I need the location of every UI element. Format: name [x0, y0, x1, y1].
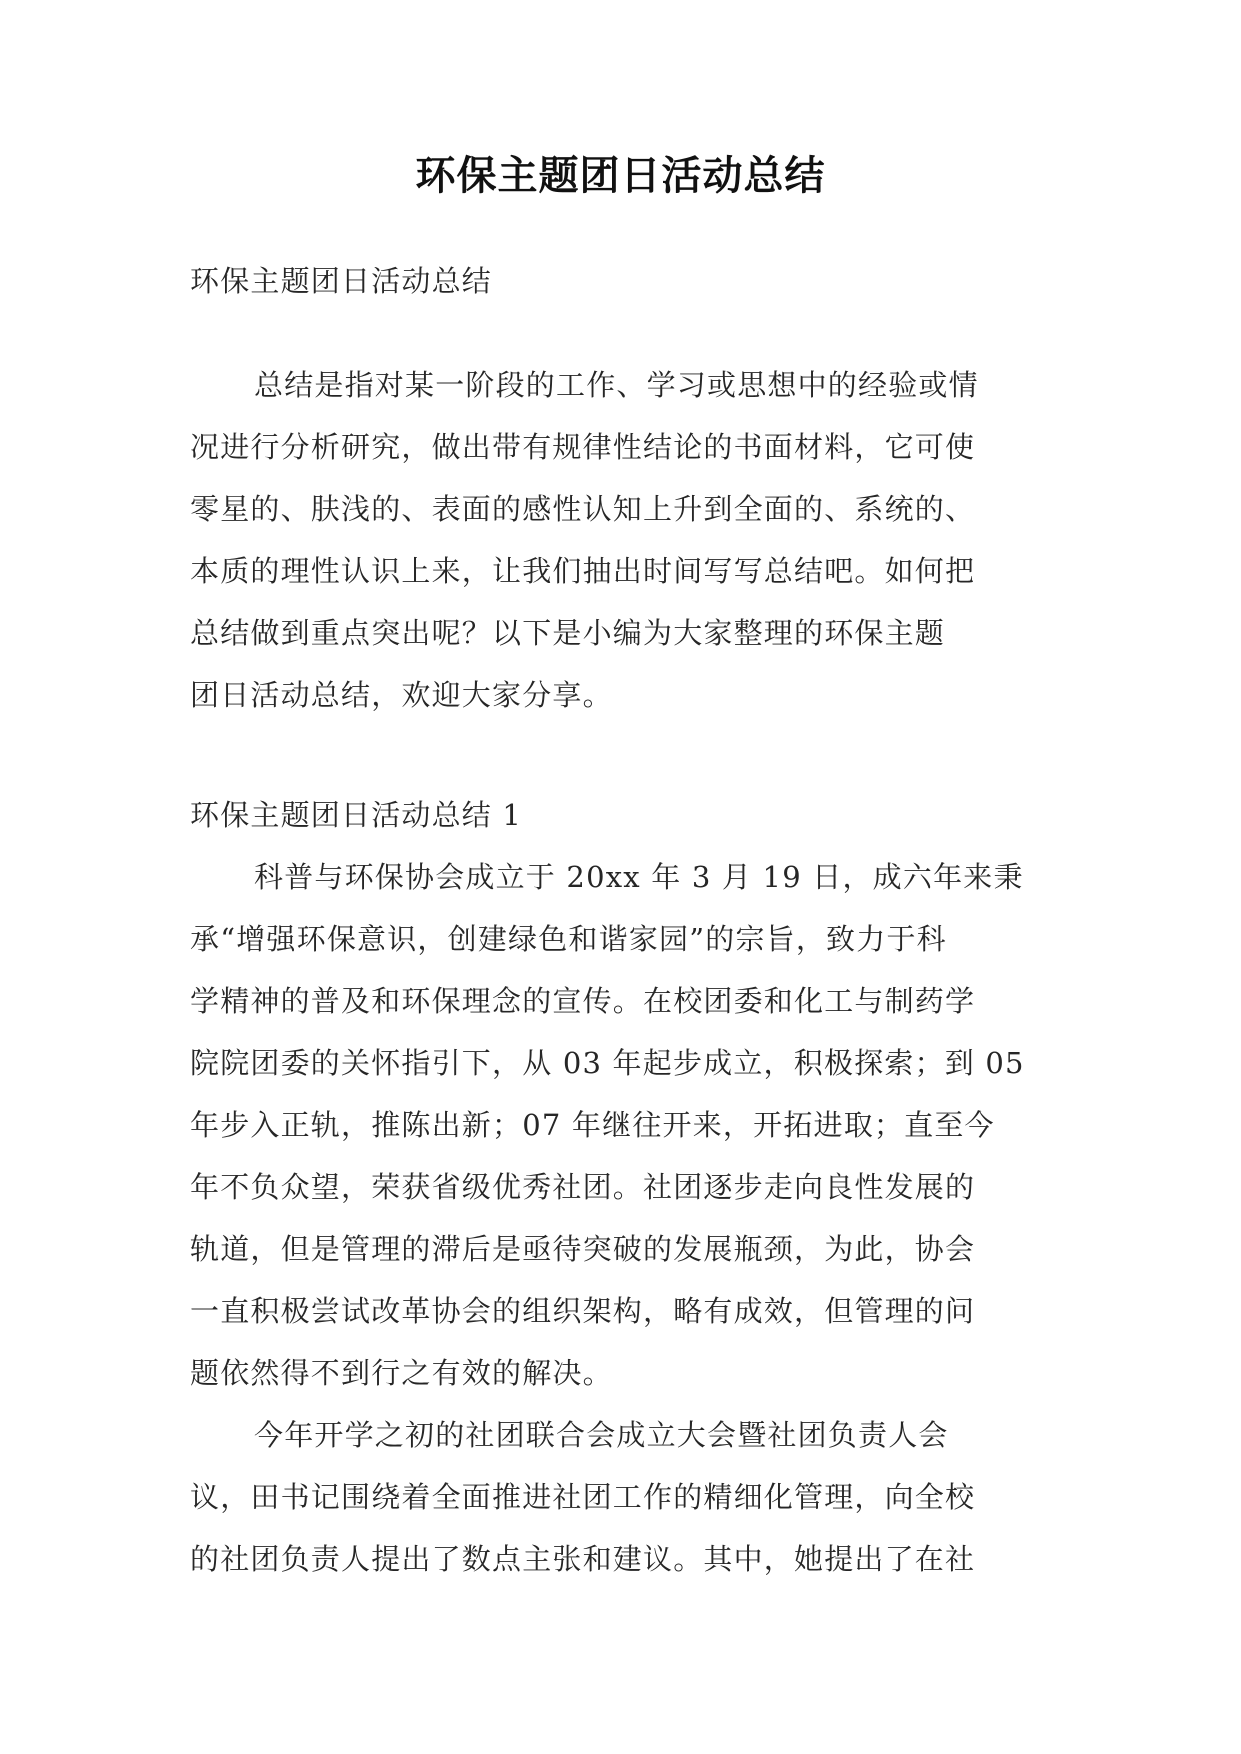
- paragraph-line: 科普与环保协会成立于 20xx 年 3 月 19 日，成六年来秉: [254, 860, 1024, 894]
- paragraph-line: 今年开学之初的社团联合会成立大会暨社团负责人会: [254, 1418, 949, 1452]
- document-title: 环保主题团日活动总结: [415, 152, 826, 199]
- paragraph-line: 况进行分析研究，做出带有规律性结论的书面材料，它可使: [190, 430, 976, 464]
- paragraph-line: 总结做到重点突出呢？以下是小编为大家整理的环保主题: [190, 616, 946, 650]
- document-subtitle-block: [190, 250, 1060, 312]
- paragraph-line: 年不负众望，荣获省级优秀社团。社团逐步走向良性发展的: [190, 1170, 976, 1204]
- paragraph-line: 的社团负责人提出了数点主张和建议。其中，她提出了在社: [190, 1542, 976, 1576]
- paragraph-line: 零星的、肤浅的、表面的感性认知上升到全面的、系统的、: [190, 492, 976, 526]
- document-subtitle: 环保主题团日活动总结: [190, 264, 493, 298]
- paragraph-line: 本质的理性认识上来，让我们抽出时间写写总结吧。如何把: [190, 554, 976, 588]
- intro-paragraph: [190, 354, 1060, 726]
- paragraph-line: 院院团委的关怀指引下，从 03 年起步成立，积极探索；到 05: [190, 1046, 1025, 1080]
- section-heading-block: [190, 784, 1060, 846]
- paragraph-line: 总结是指对某一阶段的工作、学习或思想中的经验或情: [254, 368, 979, 402]
- paragraph-line: 轨道，但是管理的滞后是亟待突破的发展瓶颈，为此，协会: [190, 1232, 976, 1266]
- paragraph-line: 年步入正轨，推陈出新；07 年继往开来，开拓进取；直至今: [190, 1108, 995, 1142]
- paragraph-line: 题依然得不到行之有效的解决。: [190, 1356, 613, 1390]
- section-paragraph-1: [190, 846, 1060, 1404]
- paragraph-line: 议，田书记围绕着全面推进社团工作的精细化管理，向全校: [190, 1480, 976, 1514]
- section-paragraph-2: [190, 1404, 1060, 1590]
- paragraph-line: 一直积极尝试改革协会的组织架构，略有成效，但管理的问: [190, 1294, 976, 1328]
- paragraph-line: 承“增强环保意识，创建绿色和谐家园”的宗旨，致力于科: [190, 922, 947, 956]
- paragraph-line: 团日活动总结，欢迎大家分享。: [190, 678, 613, 712]
- section-heading: 环保主题团日活动总结 1: [190, 798, 523, 832]
- paragraph-line: 学精神的普及和环保理念的宣传。在校团委和化工与制药学: [190, 984, 976, 1018]
